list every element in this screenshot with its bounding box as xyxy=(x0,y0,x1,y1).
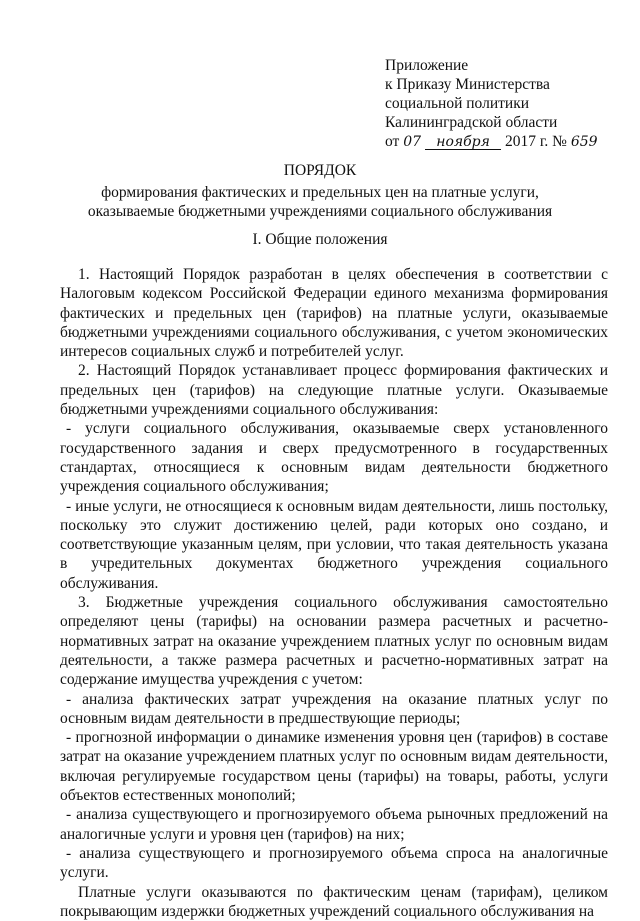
appendix-line-4: Калининградской области xyxy=(385,113,625,132)
appendix-header xyxy=(385,56,625,152)
list-item: - анализа существующего и прогнозируемого объема рыночных предложений на аналогичные услуги и уровня цен (тарифов) на них; xyxy=(60,805,608,844)
document-subtitle xyxy=(0,183,640,221)
paragraph-1: 1. Настоящий Порядок разработан в целях обеспечения в соответствии с Налоговым кодексом Российской Федерации единого механизма формирования фактических и предельных цен (тарифов) на платные услуги, оказываемые бюджетными учреждениями социального обслуживания, с учетом экономических интересов социальных служб и потребителей услуг. xyxy=(60,265,608,361)
subtitle-line-1: формирования фактических и предельных цен на платные услуги, xyxy=(0,183,640,202)
appendix-line-1: Приложение xyxy=(385,56,625,75)
list-item: - анализа фактических затрат учреждения на оказание платных услуг по основным видам деятельности в предшествующие периоды; xyxy=(60,690,608,729)
section-heading: I. Общие положения xyxy=(0,231,640,249)
appendix-date-line xyxy=(385,132,625,152)
year-text: 2017 г. № xyxy=(505,133,567,150)
document-title: ПОРЯДОК xyxy=(0,162,640,180)
list-item: - прогнозной информации о динамике изменения уровня цен (тарифов) в составе затрат на оказание учреждением платных услуг по основным видам деятельности, включая регулируемые государством цены (тарифы) на товары, работы, услуги объектов естественных монополий; xyxy=(60,728,608,805)
appendix-line-3: социальной политики xyxy=(385,94,625,113)
handwritten-month: ноября xyxy=(425,135,501,150)
list-item: - услуги социального обслуживания, оказываемые сверх установленного государственного задания и сверх предусмотренного в государственных стандартах, относящиеся к основным видам деятельности бюджетного учреждения социального обслуживания; xyxy=(60,419,608,496)
handwritten-day: 07 xyxy=(403,133,421,152)
paragraph-4: Платные услуги оказываются по фактическим ценам (тарифам), целиком покрывающим издержки бюджетных учреждений социального обслуживания на xyxy=(60,883,608,921)
subtitle-line-2: оказываемые бюджетными учреждениями социального обслуживания xyxy=(0,202,640,221)
list-item: - анализа существующего и прогнозируемого объема спроса на аналогичные услуги. xyxy=(60,844,608,883)
date-prefix: от xyxy=(385,133,399,150)
paragraph-3: 3. Бюджетные учреждения социального обслуживания самостоятельно определяют цены (тарифы) на основании размера расчетных и расчетно-нормативных затрат на оказание учреждением платных услуг по основным видам деятельности, а также размера расчетных и расчетно-нормативных затрат на содержание имущества учреждения с учетом: xyxy=(60,593,608,689)
paragraph-2: 2. Настоящий Порядок устанавливает процесс формирования фактических и предельных цен (тарифов) на следующие платные услуги. Оказываемые бюджетными учреждениями социального обслуживания: xyxy=(60,361,608,419)
list-item: - иные услуги, не относящиеся к основным видам деятельности, лишь постольку, поскольку это служит достижению целей, ради которых оно создано, и соответствующие указанным целям, при условии, что такая деятельность указана в учредительных документах бюджетного учреждения социального обслуживания. xyxy=(60,497,608,593)
appendix-line-2: к Приказу Министерства xyxy=(385,75,625,94)
body-text xyxy=(60,265,608,921)
handwritten-number: 659 xyxy=(571,134,598,150)
